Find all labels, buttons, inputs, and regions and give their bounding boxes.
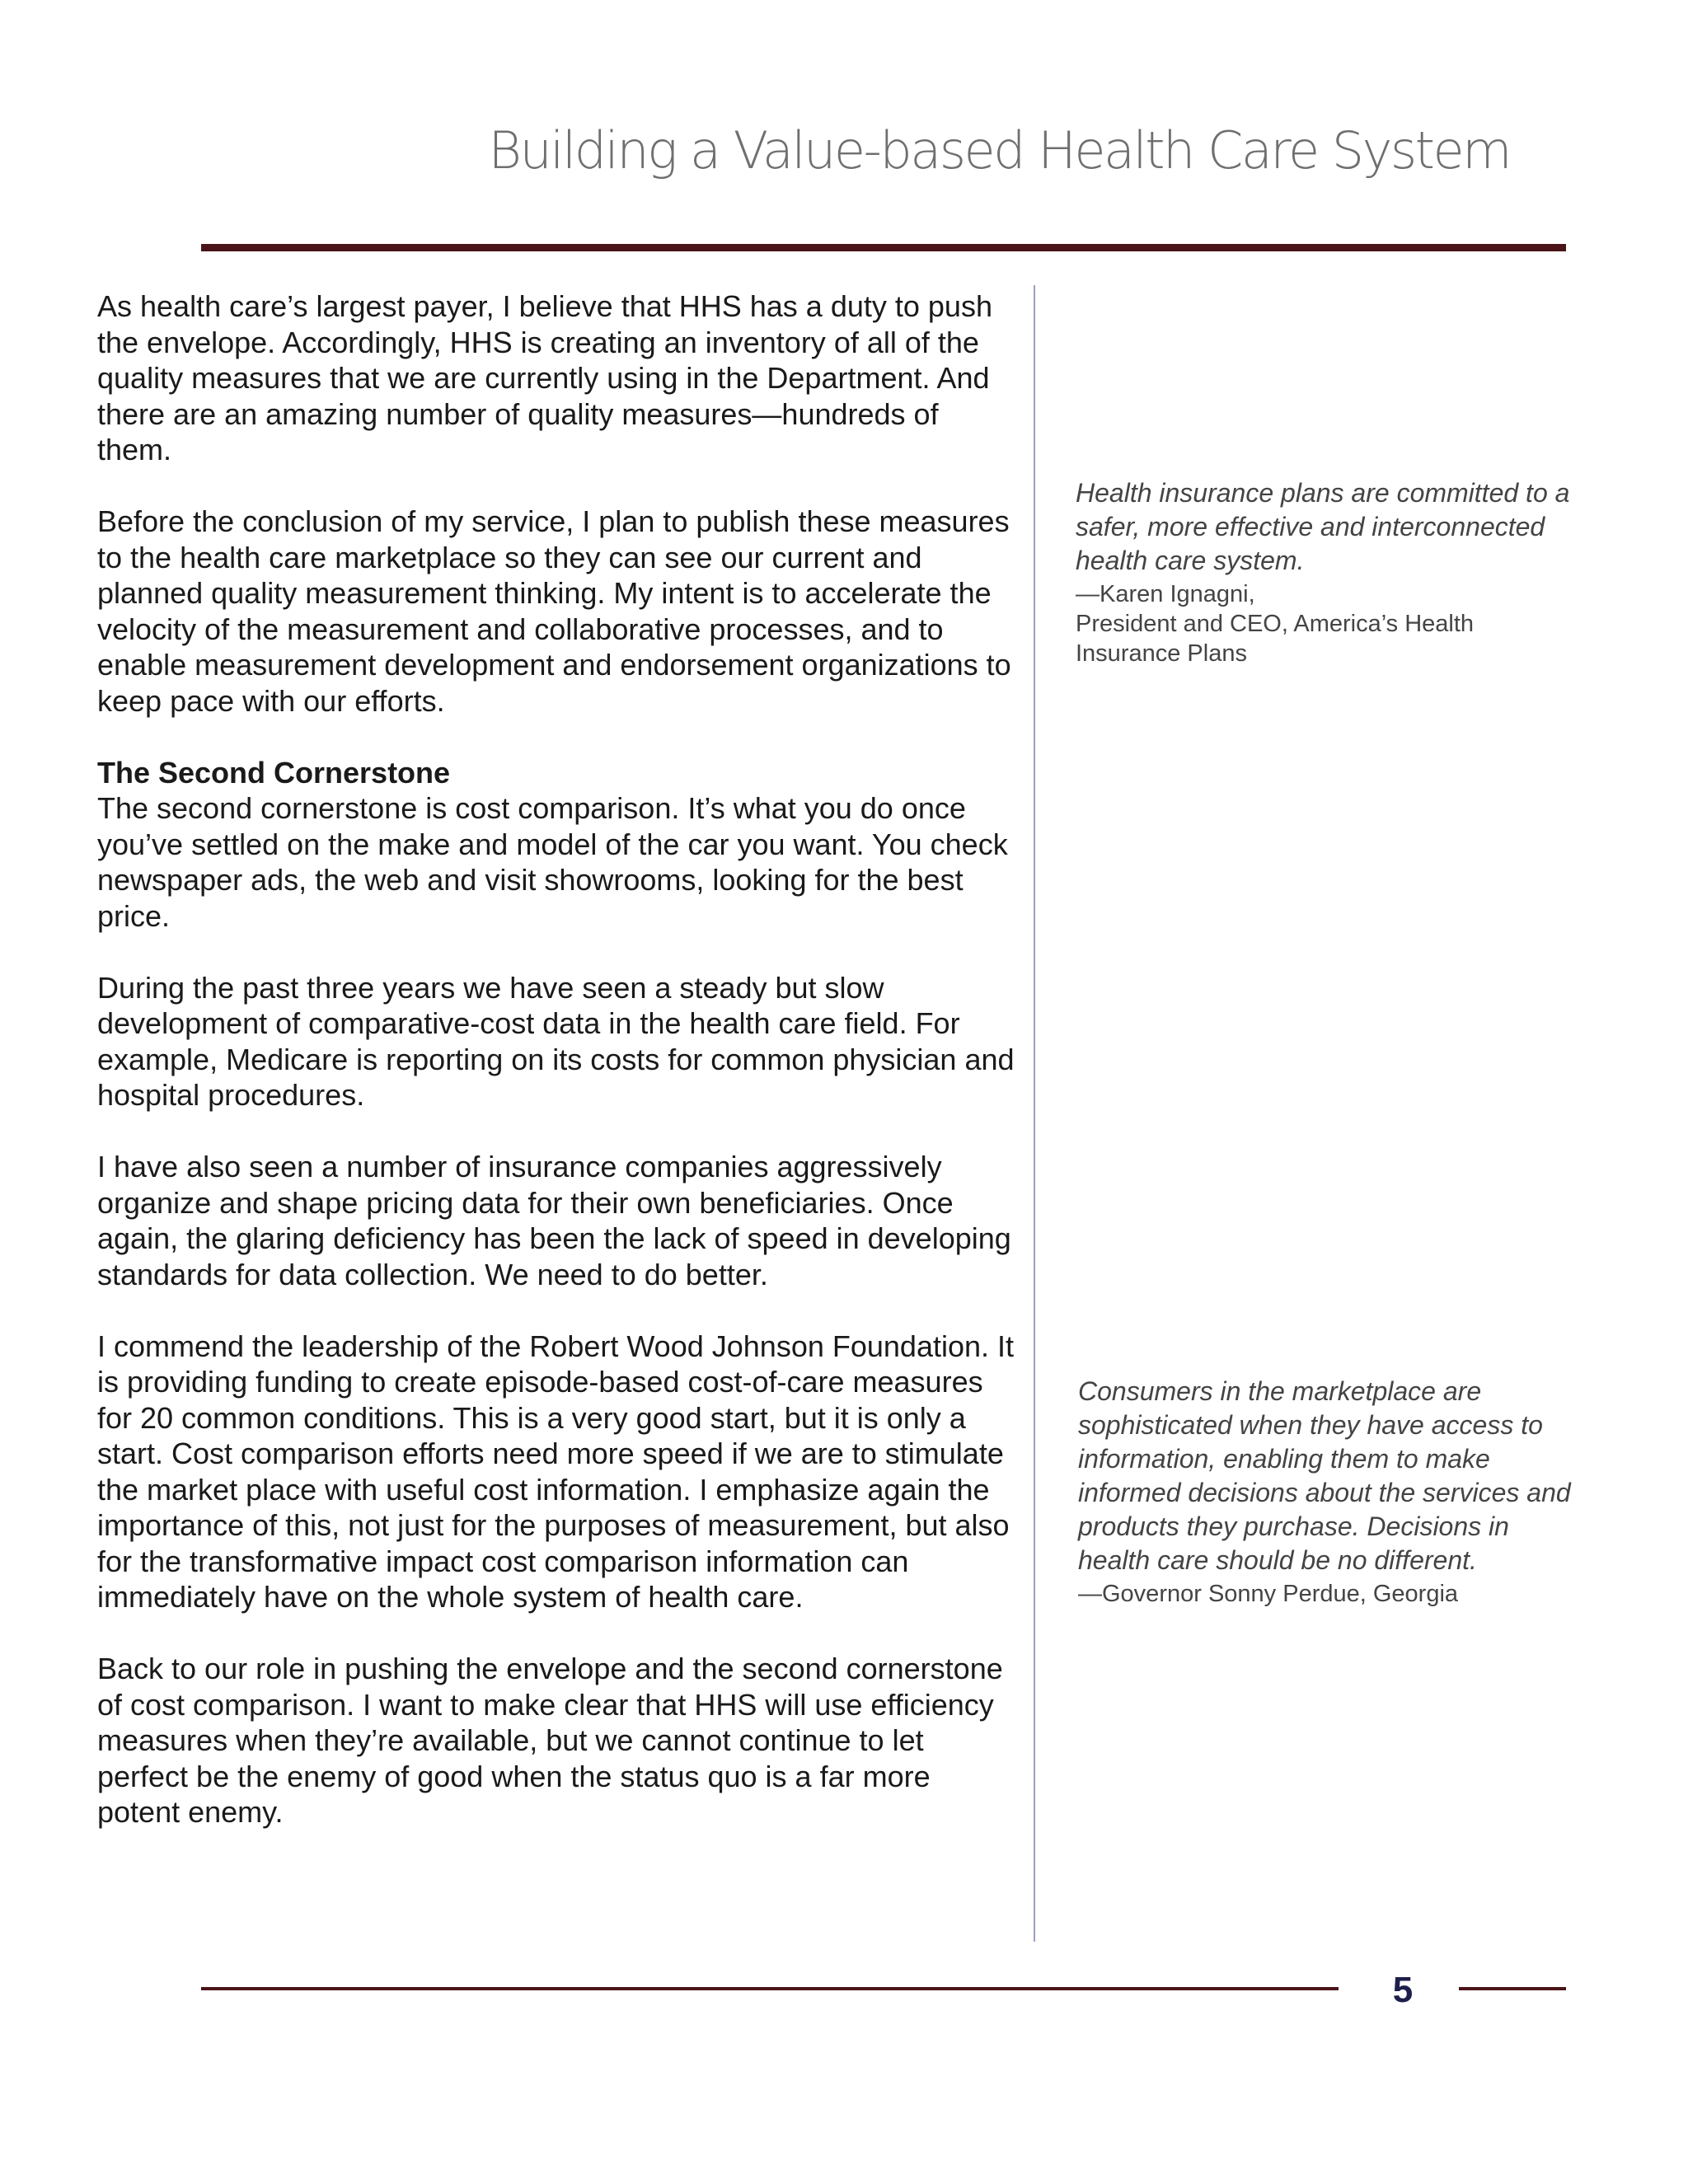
attribution-line: President and CEO, America’s Health Insurance Plans: [1076, 611, 1475, 667]
section-heading: The Second Cornerstone: [97, 755, 451, 790]
footer-rule: [1459, 1987, 1566, 1990]
body-paragraph: During the past three years we have seen a steady but slow development of comparative-cost data in the health care field. For example, Medicare is reporting on its costs for common physician and hospital procedures.: [97, 970, 1015, 1112]
body-paragraph: Back to our role in pushing the envelope and the second cornerstone of cost comparison. I want to make clear that HHS will use efficiency measures when they’re available, but we cannot continue to let perfect be the enemy of good when the status quo is a far more potent enemy.: [97, 1652, 1003, 1829]
body-paragraph: Before the conclusion of my service, I plan to publish these measures to the health care marketplace so they can see our current and planned quality measurement thinking. My intent is to accelerate the velocity of the measurement and collaborative processes, and to enable measurement development and endorsement organizations to keep pace with our efforts.: [97, 504, 1011, 718]
body-paragraph: As health care’s largest payer, I believe that HHS has a duty to push the envelope. Accordingly, HHS is creating an inventory of all of the quality measures that we are currently using in the Department. And there are an amazing number of quality measures—hundreds of them.: [97, 289, 992, 466]
attribution-line: —Governor Sonny Perdue, Georgia: [1078, 1581, 1459, 1607]
main-text-column: [97, 288, 1016, 1866]
quote-text: Health insurance plans are committed to a safer, more effective and interconnected health care system.: [1076, 478, 1570, 575]
body-paragraph: I have also seen a number of insurance companies aggressively organize and shape pricing data for their own beneficiaries. Once again, the glaring deficiency has been the lack of speed in developing standards for data collection. We need to do better.: [97, 1150, 1011, 1291]
pull-quote: [1076, 476, 1578, 668]
header-rule: [201, 244, 1566, 251]
page-title: Building a Value-based Health Care System: [488, 120, 1510, 180]
quote-attribution: [1078, 1579, 1581, 1609]
pull-quote: [1078, 1375, 1581, 1609]
quote-attribution: [1076, 579, 1578, 668]
attribution-line: —Karen Ignagni,: [1076, 581, 1255, 607]
page-number: 5: [1392, 1970, 1414, 2010]
footer-rule: [201, 1987, 1339, 1990]
body-paragraph: The second cornerstone is cost comparison. It’s what you do once you’ve settled on the make and model of the car you want. You check newspaper ads, the web and visit showrooms, looking for the best price.: [97, 791, 1008, 933]
quote-text: Consumers in the marketplace are sophisticated when they have access to information, enabling them to make informed decisions about the services and products they purchase. Decisions in health care should be no different.: [1078, 1376, 1571, 1575]
body-paragraph: I commend the leadership of the Robert Wood Johnson Foundation. It is providing funding to create episode-based cost-of-care measures for 20 common conditions. This is a very good start, but it is only a start. Cost comparison efforts need more speed if we are to stimulate the market place with useful cost information. I emphasize again the importance of this, not just for the purposes of measurement, but also for the transformative impact cost comparison information can immediately have on the whole system of health care.: [97, 1329, 1015, 1614]
column-divider: [1034, 285, 1035, 1942]
